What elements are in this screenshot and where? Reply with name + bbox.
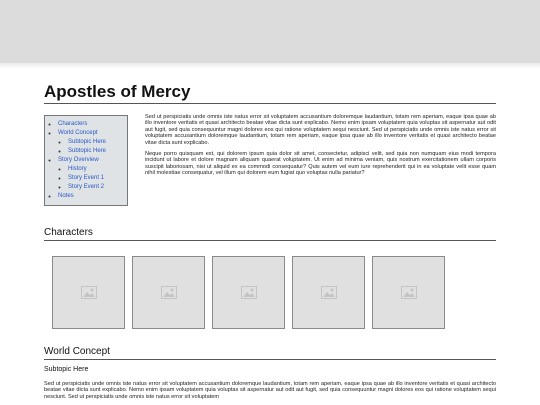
image-placeholder-icon: [321, 286, 337, 299]
toc-link[interactable]: World Concept: [58, 130, 98, 136]
toc-item-story-overview[interactable]: [58, 156, 125, 192]
character-thumbnail[interactable]: [212, 256, 285, 329]
toc-link[interactable]: Characters: [58, 121, 88, 127]
toc-item-history[interactable]: [68, 165, 125, 174]
toc-link[interactable]: Notes: [58, 193, 74, 199]
page-title: Apostles of Mercy: [44, 82, 496, 104]
toc-link[interactable]: Subtopic Here: [68, 148, 107, 154]
image-placeholder-icon: [81, 286, 97, 299]
subtopic-heading: Subtopic Here: [44, 366, 89, 373]
image-placeholder-icon: [401, 286, 417, 299]
toc-item-characters[interactable]: [58, 120, 125, 129]
toc-item-story-event-2[interactable]: [68, 183, 125, 192]
image-placeholder-icon: [241, 286, 257, 299]
character-thumbnail[interactable]: [292, 256, 365, 329]
toc-link[interactable]: Story Overview: [58, 157, 99, 163]
toc-link[interactable]: Story Event 1: [68, 175, 105, 181]
intro-paragraph: Sed ut perspiciatis unde omnis iste natus error sit voluptatem accusantium doloremque laudantium, totam rem aperiam, eaque ipsa quae ab illo inventore veritatis et quasi architecto beatae vitae dicta sunt explicabo. Nemo enim ipsam voluptatem quia voluptas sit aspernatur aut odit aut fugit, sed quia consequuntur magni dolores eos qui ratione voluptatem sequi nesciunt. Sed ut perspiciatis unde omnis iste natus error sit voluptatem accusantium doloremque laudantium, totam rem aperiam, eaque ipsa quae ab illo inventore veritatis et quasi architecto beatae vitae dicta sunt explicabo.: [145, 114, 496, 146]
toc-link[interactable]: History: [68, 166, 87, 172]
character-thumbnail[interactable]: [372, 256, 445, 329]
table-of-contents: [44, 115, 128, 206]
world-concept-text: Sed ut perspiciatis unde omnis iste natus error sit voluptatem accusantium doloremque laudantium, totam rem aperiam, eaque ipsa quae ab illo inventore veritatis et quasi architecto beatae vitae dicta sunt explicabo. Nemo enim ipsam voluptatem quia voluptas sit aspernatur aut odit aut fugit, sed quia consequuntur magni dolores eos qui ratione voluptatem sequi nesciunt. Sed ut perspiciatis unde omnis iste natus error sit voluptatem: [44, 381, 496, 400]
top-bar-shadow: [0, 63, 540, 69]
characters-heading: Characters: [44, 227, 496, 241]
toc-item-subtopic-2[interactable]: [68, 147, 125, 156]
character-thumbnail[interactable]: [52, 256, 125, 329]
toc-item-world-concept[interactable]: [58, 129, 125, 156]
toc-link[interactable]: Story Event 2: [68, 184, 105, 190]
toc-item-story-event-1[interactable]: [68, 174, 125, 183]
character-thumbnail[interactable]: [132, 256, 205, 329]
world-concept-heading: World Concept: [44, 346, 496, 360]
toc-link[interactable]: Subtopic Here: [68, 139, 107, 145]
toc-item-subtopic-1[interactable]: [68, 138, 125, 147]
intro-paragraph: Neque porro quisquam est, qui dolorem ipsum quia dolor sit amet, consectetur, adipisci velit, sed quia non numquam eius modi tempora incidunt ut labore et dolore magnam aliquam quaerat voluptatem. Ut enim ad minima veniam, quis nostrum exercitationem ullam corporis suscipit laboriosam, nisi ut aliquid ex ea commodi consequatur? Quis autem vel eum iure reprehenderit qui in ea voluptate velit esse quam nihil molestiae consequatur, vel illum qui dolorem eum fugiat quo voluptas nulla pariatur?: [145, 151, 496, 177]
character-gallery: [52, 256, 472, 330]
toc-item-notes[interactable]: [58, 192, 125, 201]
image-placeholder-icon: [161, 286, 177, 299]
browser-top-bar: [0, 0, 540, 64]
intro-text: [145, 114, 496, 182]
